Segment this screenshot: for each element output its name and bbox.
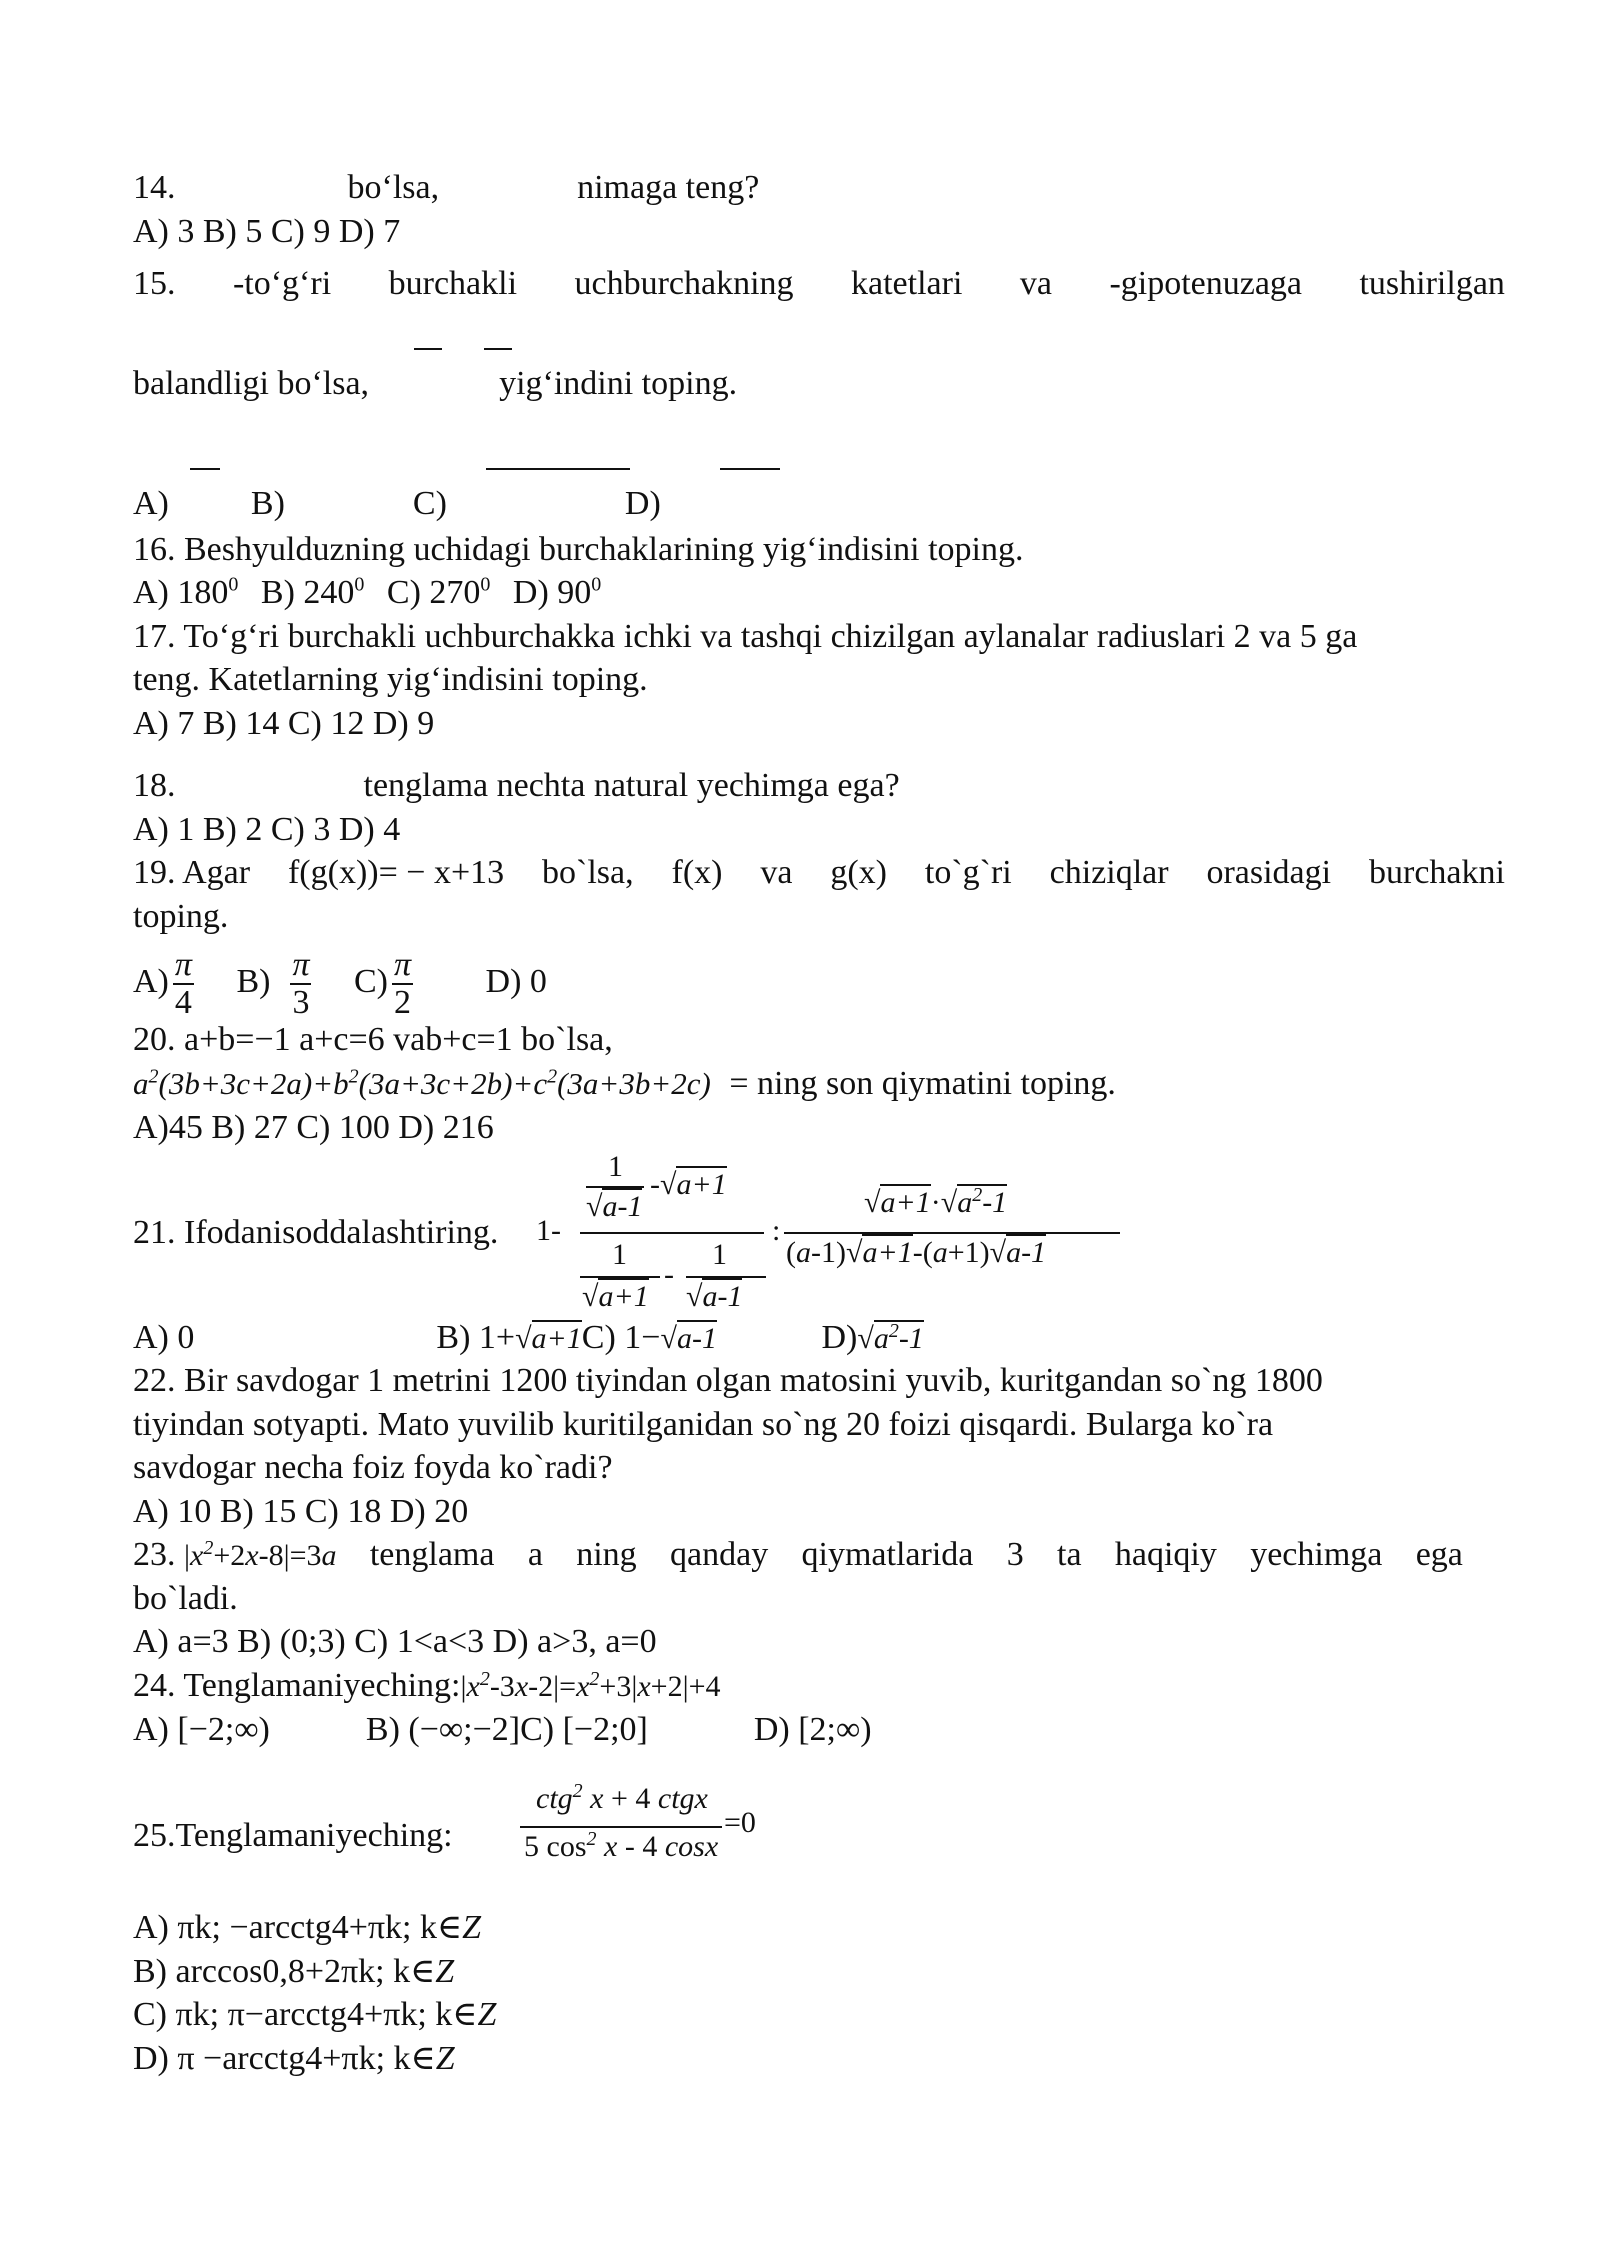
q19-line2: toping. xyxy=(133,898,229,935)
q16-option-a: A) 180 xyxy=(133,574,229,611)
formula-dash xyxy=(486,468,630,470)
q22-line1: 22. Bir savdogar 1 metrini 1200 tiyindan olgan matosini yuvib, kuritgandan so`ng 1800 xyxy=(133,1362,1323,1399)
q16-answers xyxy=(133,573,601,613)
q17-line2: teng. Katetlarning yig‘indisini toping. xyxy=(133,661,648,698)
q20-line2 xyxy=(133,1064,1116,1104)
expr-part: : xyxy=(772,1214,781,1247)
formula-dash xyxy=(720,468,780,470)
q25-option-d xyxy=(133,2039,455,2079)
pi-over-4 xyxy=(173,947,194,1021)
q23-word: a xyxy=(527,1536,543,1573)
q18-answers: A) 1 B) 2 C) 3 D) 4 xyxy=(133,811,401,848)
q15-word: uchburchakning xyxy=(574,265,794,302)
q18-number: 18. xyxy=(133,767,176,804)
q16-text: 16. Beshyulduzning uchidagi burchaklarining yig‘indisini toping. xyxy=(133,531,1024,568)
q14-number: 14. xyxy=(133,169,176,206)
q22-line3: savdogar necha foiz foyda ko`radi? xyxy=(133,1449,613,1486)
frac-num: π xyxy=(393,946,412,984)
q19-option-b: B) xyxy=(236,963,271,1000)
expr-part: √a+1 xyxy=(582,1280,649,1313)
main-frac-bar xyxy=(580,1232,764,1234)
integer-set: Z xyxy=(477,1996,497,2033)
main-frac-bar xyxy=(784,1232,1120,1234)
q19-word: f(x) xyxy=(671,854,723,891)
expr-part: $√a+1\cdot√a^2-1$ xyxy=(864,1184,1008,1219)
q21-label: 21. Ifodanisoddalashtiring. xyxy=(133,1214,499,1251)
q14-line xyxy=(133,168,759,208)
expr-part: - xyxy=(664,1258,674,1291)
q19-option-d: D) 0 xyxy=(485,963,547,1000)
q23-word: ta xyxy=(1057,1536,1082,1573)
q23-number: 23. xyxy=(133,1536,176,1573)
q19-answers xyxy=(133,944,547,1020)
integer-set: Z xyxy=(462,1909,482,1946)
q25-denominator: 5 $\cos^2 x - 4$ cosx xyxy=(524,1828,719,1863)
q19-word: chiziqlar xyxy=(1049,854,1169,891)
q23-line2: bo`ladi. xyxy=(133,1580,238,1617)
q15-number: 15. xyxy=(133,265,176,302)
integer-set: Z xyxy=(435,2040,455,2077)
q15-text3: yig‘indini toping. xyxy=(499,365,738,402)
expr-part: √a-1 xyxy=(686,1280,743,1313)
q19-word: burchakni xyxy=(1369,854,1505,891)
expr-part: √a-1 xyxy=(586,1190,643,1223)
expr-part: 1 xyxy=(712,1238,727,1271)
sqrt-a-plus-1: √a+1 xyxy=(515,1322,582,1355)
integer-set: Z xyxy=(435,1953,455,1990)
q19-word: orasidagi xyxy=(1206,854,1332,891)
q19-word: f(g(x))= − x+13 xyxy=(287,854,505,891)
q23-word: 3 xyxy=(1006,1536,1024,1573)
q25-equals: =0 xyxy=(724,1806,756,1839)
q18-line xyxy=(133,766,900,806)
q21-answers xyxy=(133,1318,924,1359)
q21-option-c: C) 1− xyxy=(581,1319,661,1356)
q24-option-c: C) [−2;0] xyxy=(520,1711,648,1748)
q25-option-a xyxy=(133,1908,481,1948)
q23-word: ega xyxy=(1415,1536,1463,1573)
q22-line2: tiyindan sotyapti. Mato yuvilib kuritilganidan so`ng 20 foizi qisqardi. Bulargа ko`ra xyxy=(133,1406,1274,1443)
expr-part: (a-1)√a+1-(a+1)√a-1 xyxy=(786,1236,1047,1269)
q25-option-text: D) π −arcctg4+πk; k∈ xyxy=(133,2040,436,2077)
q21-option-a: A) 0 xyxy=(133,1319,195,1356)
expr-part: 1 xyxy=(612,1238,627,1271)
q21-option-b: B) 1+ xyxy=(436,1319,516,1356)
q14-answers: A) 3 B) 5 C) 9 D) 7 xyxy=(133,213,401,250)
q25-option-text: B) arccos0,8+2πk; k∈ xyxy=(133,1953,436,1990)
q20-line1: 20. a+b=−1 a+c=6 vab+c=1 bo`lsa, xyxy=(133,1021,613,1058)
frac-den: 4 xyxy=(174,984,192,1022)
q17-answers: A) 7 B) 14 C) 12 D) 9 xyxy=(133,705,435,742)
q25-option-text: A) πk; −arcctg4+πk; k∈ xyxy=(133,1909,463,1946)
frac-den: 3 xyxy=(292,984,310,1022)
q23-equation: $|x^2+2x-8|=3a$ xyxy=(184,1537,337,1572)
q24-option-d: D) [2;∞) xyxy=(753,1711,872,1748)
q20-answers: A)45 B) 27 C) 100 D) 216 xyxy=(133,1109,494,1146)
q15-word: burchakli xyxy=(388,265,518,302)
q24-label: 24. Tenglamaniyeching: xyxy=(133,1667,461,1704)
expr-part: -√a+1 xyxy=(650,1168,727,1201)
q23-answers: A) a=3 B) (0;3) C) 1<a<3 D) a>3, a=0 xyxy=(133,1623,657,1660)
q15-word: -to‘g‘ri xyxy=(232,265,332,302)
degree-sup: 0 xyxy=(228,573,239,596)
q23-word: qiymatlarida xyxy=(801,1536,974,1573)
q15-line1 xyxy=(133,264,1505,304)
q14-text1: bo‘lsa, xyxy=(347,169,440,206)
q18-text: tenglama nechta natural yechimga ega? xyxy=(363,767,900,804)
q23-word: haqiqiy xyxy=(1114,1536,1217,1573)
q24-answers xyxy=(133,1710,872,1750)
q15-word: katetlari xyxy=(851,265,963,302)
q25-option-text: C) πk; π−arcctg4+πk; k∈ xyxy=(133,1996,478,2033)
q19-word: to`g`ri xyxy=(924,854,1012,891)
q19-line1 xyxy=(133,853,1505,893)
q19-word: va xyxy=(760,854,793,891)
sqrt-a2-minus-1: $√a^2-1$ xyxy=(857,1320,924,1355)
q25-option-b xyxy=(133,1952,454,1992)
q16-option-b: B) 240 xyxy=(260,574,355,611)
q24-option-a: A) [−2;∞) xyxy=(133,1711,270,1748)
q21-option-d: D) xyxy=(821,1319,858,1356)
q15-option-a: A) xyxy=(133,485,169,522)
q23-line1 xyxy=(133,1535,1463,1576)
q20-tail: = ning son qiymatini toping. xyxy=(729,1065,1116,1102)
q16-option-d: D) 90 xyxy=(512,574,592,611)
q23-word: yechimga xyxy=(1250,1536,1383,1573)
frac-num: π xyxy=(174,946,192,984)
q23-word: tenglama xyxy=(369,1536,495,1573)
q15-option-d: D) xyxy=(624,485,661,522)
formula-dash xyxy=(190,468,220,470)
pi-over-3 xyxy=(290,947,311,1021)
q15-text2: balandligi bo‘lsa, xyxy=(133,365,370,402)
q14-text2: nimaga teng? xyxy=(577,169,760,206)
degree-sup: 0 xyxy=(591,573,602,596)
q25-frac-bar xyxy=(520,1826,722,1828)
q23-word: ning xyxy=(576,1536,637,1573)
expr-part: 1 xyxy=(608,1150,623,1183)
q25-numerator: ctg$^2$ x + 4 ctgx xyxy=(536,1780,708,1815)
expr-part: 1- xyxy=(536,1214,561,1247)
q15-answers xyxy=(133,484,661,524)
q15-option-b: B) xyxy=(250,485,285,522)
formula-dash xyxy=(484,348,512,350)
q20-expression: $a^2(3b+3c+2a)+b^2(3a+3c+2b)+c^2(3a+3b+2c)$ xyxy=(133,1065,711,1101)
q24-line xyxy=(133,1666,721,1707)
degree-sup: 0 xyxy=(354,573,365,596)
pi-over-2 xyxy=(392,947,413,1021)
q15-word: -gipotenuzaga xyxy=(1109,265,1303,302)
q25-option-c xyxy=(133,1995,496,2035)
frac-den: 2 xyxy=(394,984,411,1022)
frac-num: π xyxy=(292,946,310,984)
q19-word: g(x) xyxy=(830,854,887,891)
q15-option-c: C) xyxy=(412,485,447,522)
formula-dash xyxy=(414,348,442,350)
degree-sup: 0 xyxy=(480,573,491,596)
q24-option-b: B) (−∞;−2] xyxy=(365,1711,521,1748)
q16-option-c: C) 270 xyxy=(386,574,481,611)
q23-lead xyxy=(133,1535,337,1576)
q17-line1: 17. To‘g‘ri burchakli uchburchakka ichki va tashqi chizilgan aylanalar radiuslari 2 va 5 ga xyxy=(133,618,1358,655)
q19-word: 19. Agar xyxy=(133,854,251,891)
q25-label: 25.Tenglamaniyeching: xyxy=(133,1817,453,1854)
q19-word: bo`lsa, xyxy=(542,854,634,891)
q15-word: va xyxy=(1019,265,1052,302)
q24-equation: $|x^2-3x-2|=x^2+3|x+2|+4$ xyxy=(460,1668,721,1703)
q15-line2 xyxy=(133,364,737,404)
q15-word: tushirilgan xyxy=(1359,265,1505,302)
q23-word: qanday xyxy=(670,1536,769,1573)
q19-option-c: C) xyxy=(353,963,388,1000)
q22-answers: A) 10 B) 15 C) 18 D) 20 xyxy=(133,1493,469,1530)
q19-option-a: A) xyxy=(133,963,169,1000)
sqrt-a-minus-1: √a-1 xyxy=(660,1322,717,1355)
